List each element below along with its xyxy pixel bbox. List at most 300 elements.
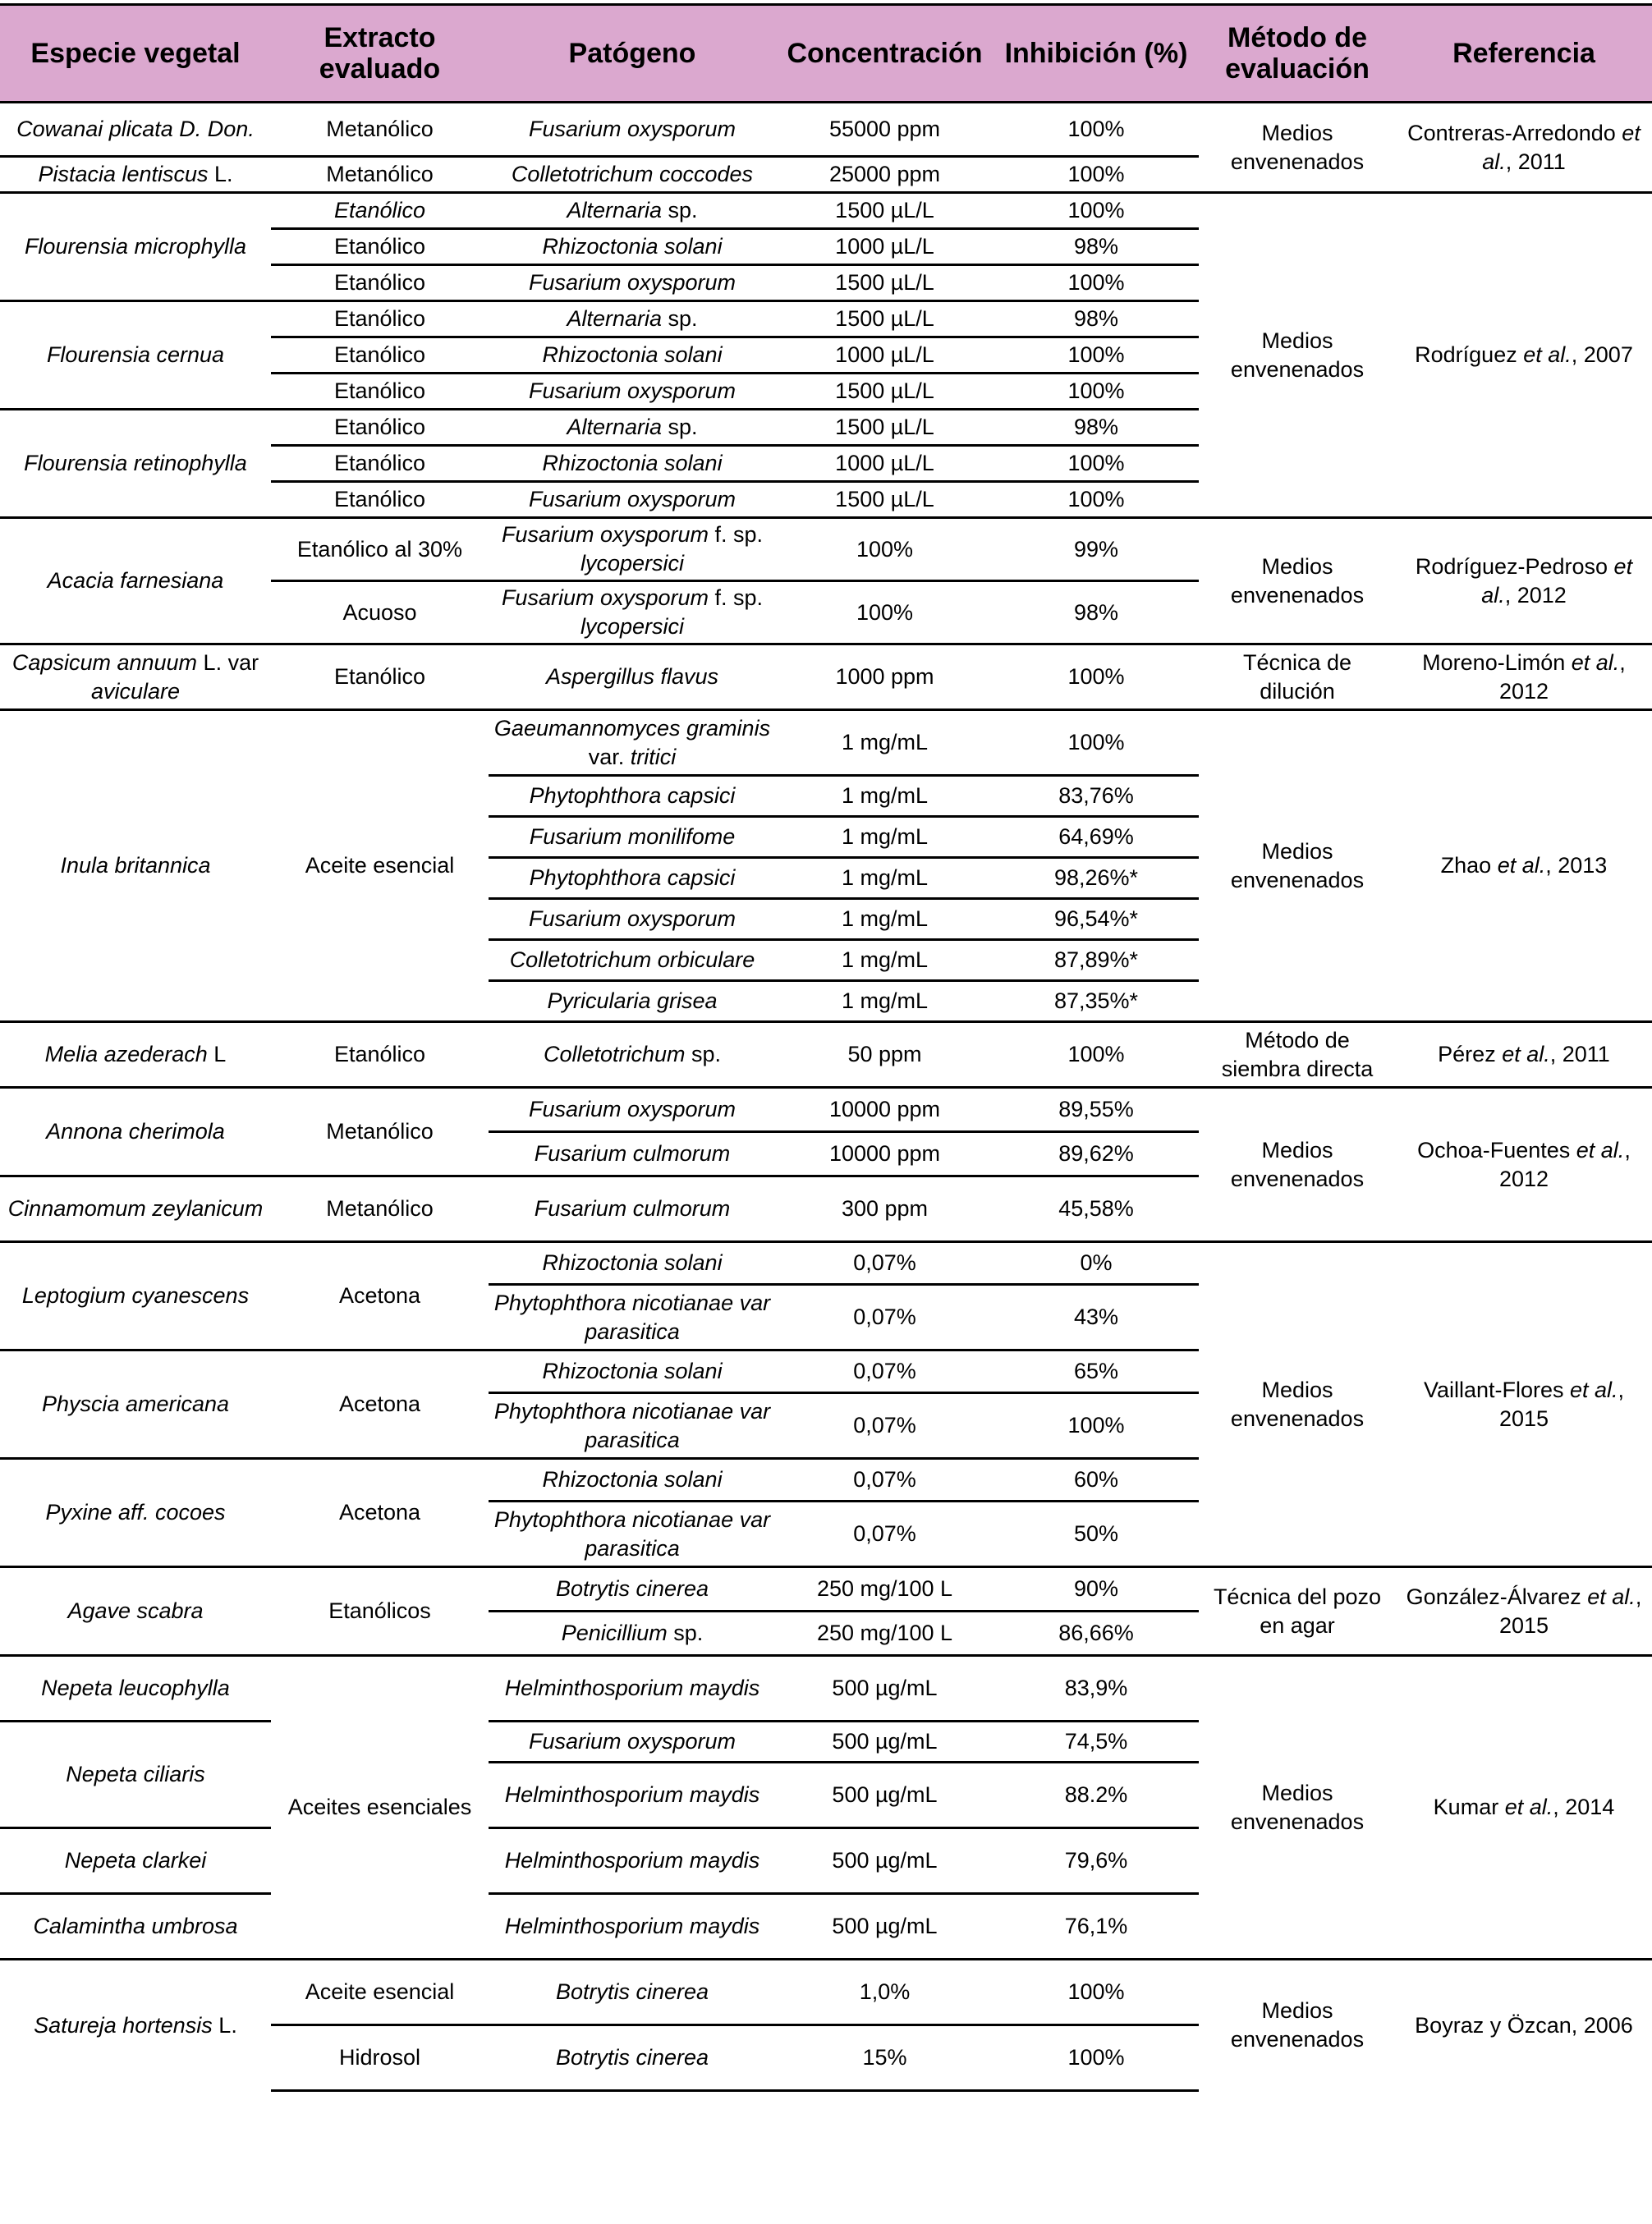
text-run: Rhizoctonia solani	[542, 234, 723, 259]
table-row	[0, 1088, 1652, 1132]
text-run: Contreras-Arredondo	[1407, 120, 1622, 145]
header-concentracion: Concentración	[776, 5, 993, 103]
cell-reference	[1396, 1656, 1652, 1960]
text-run: Nepeta clarkei	[64, 1848, 207, 1873]
cell-pathogen	[489, 644, 776, 710]
cell-concentration: 500 µg/mL	[776, 1722, 993, 1763]
text-run: Physcia americana	[41, 1392, 230, 1416]
text-run: Rhizoctonia solani	[542, 1359, 723, 1383]
cell-inhibition: 79,6%	[993, 1828, 1199, 1894]
text-run: f. sp.	[709, 522, 764, 547]
text-run: Calamintha umbrosa	[33, 1914, 238, 1938]
cell-concentration: 0,07%	[776, 1242, 993, 1285]
text-run: var.	[588, 744, 631, 769]
text-run: Capsicum annuum	[11, 649, 198, 675]
cell-concentration: 1500 µL/L	[776, 265, 993, 301]
text-run: tritici	[630, 744, 677, 769]
text-run: Acacia farnesiana	[47, 568, 224, 593]
cell-inhibition: 83,9%	[993, 1656, 1199, 1722]
cell-pathogen	[489, 301, 776, 337]
cell-extract: Etanólicos	[271, 1567, 489, 1656]
text-run: , 2012	[1498, 1137, 1631, 1191]
cell-extract: Etanólico	[271, 374, 489, 410]
cell-reference	[1396, 518, 1652, 644]
cell-method: Medios envenenados	[1199, 1656, 1396, 1960]
text-run: sp.	[662, 306, 698, 331]
text-run: Alternaria	[567, 415, 663, 439]
text-run: , 2013	[1545, 853, 1608, 878]
cell-inhibition: 98%	[993, 581, 1199, 644]
cell-concentration: 1 mg/mL	[776, 710, 993, 776]
cell-pathogen	[489, 1763, 776, 1828]
text-run: sp.	[662, 415, 698, 439]
text-run: sp.	[662, 198, 698, 222]
text-run: et al.	[1570, 1377, 1618, 1402]
cell-extract: Acetona	[271, 1350, 489, 1459]
cell-reference	[1396, 644, 1652, 710]
cell-concentration: 500 µg/mL	[776, 1656, 993, 1722]
text-run: Fusarium culmorum	[534, 1196, 731, 1221]
text-run: Fusarium oxysporum	[528, 487, 737, 511]
cell-concentration: 500 µg/mL	[776, 1894, 993, 1960]
cell-inhibition: 96,54%*	[993, 899, 1199, 940]
cell-inhibition: 100%	[993, 374, 1199, 410]
cell-concentration: 1500 µL/L	[776, 482, 993, 518]
cell-species	[0, 518, 271, 644]
cell-extract: Etanólico	[271, 410, 489, 446]
cell-extract: Etanólico	[271, 644, 489, 710]
text-run: Nepeta leucophylla	[41, 1676, 230, 1700]
text-run: lycopersici	[580, 614, 685, 639]
cell-extract: Aceite esencial	[271, 1960, 489, 2025]
text-run: Agave scabra	[67, 1598, 204, 1623]
cell-extract: Metanólico	[271, 103, 489, 157]
text-run: Botrytis cinerea	[555, 1979, 709, 2004]
text-run: Phytophthora capsici	[529, 783, 736, 808]
cell-concentration: 10000 ppm	[776, 1088, 993, 1132]
cell-concentration: 15%	[776, 2025, 993, 2091]
cell-concentration: 1000 ppm	[776, 644, 993, 710]
cell-inhibition: 100%	[993, 1393, 1199, 1459]
cell-concentration: 1500 µL/L	[776, 301, 993, 337]
cell-concentration: 1 mg/mL	[776, 858, 993, 899]
cell-method: Técnica del pozo en agar	[1199, 1567, 1396, 1656]
text-run: Rhizoctonia solani	[542, 451, 723, 475]
text-run: Fusarium oxysporum	[528, 1729, 737, 1754]
text-run: L. var	[197, 649, 259, 675]
cell-concentration: 1 mg/mL	[776, 940, 993, 981]
cell-extract: Acetona	[271, 1242, 489, 1350]
cell-method: Método de siembra directa	[1199, 1022, 1396, 1088]
cell-pathogen	[489, 1722, 776, 1763]
cell-species	[0, 1350, 271, 1459]
cell-inhibition: 90%	[993, 1567, 1199, 1612]
cell-inhibition: 100%	[993, 2025, 1199, 2091]
text-run: Fusarium culmorum	[534, 1141, 731, 1166]
cell-pathogen	[489, 940, 776, 981]
text-run: Fusarium monilifome	[529, 824, 736, 849]
cell-inhibition: 100%	[993, 193, 1199, 229]
text-run: Rodríguez	[1415, 342, 1524, 367]
text-run: Satureja hortensis	[34, 2012, 213, 2038]
text-run: Colletotrichum	[543, 1042, 686, 1066]
cell-pathogen	[489, 193, 776, 229]
cell-concentration: 1,0%	[776, 1960, 993, 2025]
text-run: Kumar	[1433, 1795, 1505, 1819]
cell-concentration: 55000 ppm	[776, 103, 993, 157]
cell-extract: Etanólico	[271, 301, 489, 337]
text-run: L	[207, 1042, 227, 1066]
cell-species	[0, 1022, 271, 1088]
cell-pathogen	[489, 1393, 776, 1459]
cell-pathogen	[489, 337, 776, 374]
cell-concentration: 100%	[776, 581, 993, 644]
cell-pathogen	[489, 265, 776, 301]
cell-inhibition: 98%	[993, 229, 1199, 265]
text-run: Flourensia cernua	[46, 342, 225, 367]
cell-concentration: 0,07%	[776, 1285, 993, 1350]
cell-pathogen	[489, 157, 776, 193]
cell-concentration: 1 mg/mL	[776, 776, 993, 817]
cell-inhibition: 100%	[993, 1960, 1199, 2025]
header-patogeno: Patógeno	[489, 5, 776, 103]
cell-concentration: 100%	[776, 518, 993, 581]
header-referencia: Referencia	[1396, 5, 1652, 103]
text-run: , 2011	[1505, 149, 1566, 174]
cell-inhibition: 99%	[993, 518, 1199, 581]
text-run: lycopersici	[580, 551, 685, 575]
cell-extract: Metanólico	[271, 1176, 489, 1242]
text-run: f. sp.	[709, 585, 764, 610]
text-run: Annona cherimola	[46, 1119, 225, 1144]
cell-inhibition: 64,69%	[993, 817, 1199, 858]
cell-concentration: 10000 ppm	[776, 1132, 993, 1176]
cell-method: Técnica de dilución	[1199, 644, 1396, 710]
cell-pathogen	[489, 518, 776, 581]
table-row	[0, 518, 1652, 581]
cell-concentration: 1000 µL/L	[776, 337, 993, 374]
cell-extract: Etanólico	[271, 229, 489, 265]
cell-inhibition: 100%	[993, 482, 1199, 518]
text-run: Phytophthora nicotianae var parasitica	[493, 1398, 771, 1452]
cell-species	[0, 1242, 271, 1350]
cell-pathogen	[489, 1350, 776, 1393]
cell-inhibition: 100%	[993, 337, 1199, 374]
header-row	[0, 5, 1652, 103]
cell-concentration: 25000 ppm	[776, 157, 993, 193]
cell-species	[0, 1722, 271, 1828]
text-run: Phytophthora nicotianae var parasitica	[493, 1506, 771, 1561]
text-run: Fusarium oxysporum	[528, 378, 737, 403]
cell-pathogen	[489, 103, 776, 157]
cell-pathogen	[489, 1828, 776, 1894]
table-row	[0, 644, 1652, 710]
text-run: Rhizoctonia solani	[542, 1467, 723, 1492]
cell-inhibition: 89,62%	[993, 1132, 1199, 1176]
cell-inhibition: 100%	[993, 446, 1199, 482]
cell-species	[0, 193, 271, 301]
cell-concentration: 1000 µL/L	[776, 446, 993, 482]
cell-inhibition: 89,55%	[993, 1088, 1199, 1132]
cell-species	[0, 157, 271, 193]
cell-method: Medios envenenados	[1199, 1960, 1396, 2091]
table-row	[0, 103, 1652, 157]
table-row	[0, 1567, 1652, 1612]
cell-inhibition: 50%	[993, 1502, 1199, 1567]
text-run: Helminthosporium maydis	[504, 1914, 760, 1938]
text-run: Vaillant-Flores	[1423, 1377, 1570, 1402]
cell-reference	[1396, 1022, 1652, 1088]
cell-concentration: 300 ppm	[776, 1176, 993, 1242]
text-run: et al.	[1576, 1137, 1625, 1162]
cell-inhibition: 43%	[993, 1285, 1199, 1350]
cell-species	[0, 1894, 271, 1960]
text-run: Rodríguez-Pedroso	[1415, 553, 1614, 579]
table-row	[0, 1242, 1652, 1285]
cell-pathogen	[489, 1242, 776, 1285]
cell-concentration: 1500 µL/L	[776, 193, 993, 229]
cell-extract: Etanólico	[271, 265, 489, 301]
text-run: , 2012	[1504, 582, 1567, 608]
text-run: Fusarium oxysporum	[528, 117, 737, 141]
cell-pathogen	[489, 229, 776, 265]
text-run: Penicillium	[561, 1621, 668, 1645]
cell-reference	[1396, 1960, 1652, 2091]
cell-species	[0, 410, 271, 518]
cell-inhibition: 98,26%*	[993, 858, 1199, 899]
header-inhibicion: Inhibición (%)	[993, 5, 1199, 103]
cell-species	[0, 301, 271, 410]
cell-concentration: 0,07%	[776, 1350, 993, 1393]
cell-method: Medios envenenados	[1199, 103, 1396, 193]
cell-concentration: 0,07%	[776, 1393, 993, 1459]
cell-extract: Acuoso	[271, 581, 489, 644]
text-run: Cinnamomum zeylanicum	[7, 1196, 264, 1221]
text-run: González-Álvarez	[1406, 1584, 1588, 1609]
cell-pathogen	[489, 1285, 776, 1350]
cell-pathogen	[489, 374, 776, 410]
cell-extract: Etanólico	[271, 1022, 489, 1088]
cell-pathogen	[489, 981, 776, 1022]
cell-method: Medios envenenados	[1199, 518, 1396, 644]
cell-reference	[1396, 193, 1652, 518]
cell-concentration: 0,07%	[776, 1459, 993, 1502]
text-run: sp.	[667, 1621, 704, 1645]
cell-extract: Hidrosol	[271, 2025, 489, 2091]
cell-species	[0, 644, 271, 710]
table-row	[0, 1656, 1652, 1722]
cell-pathogen	[489, 1088, 776, 1132]
cell-extract: Etanólico	[271, 337, 489, 374]
text-run: Botrytis cinerea	[555, 1576, 709, 1601]
text-run: Boyraz y Özcan, 2006	[1415, 2012, 1633, 2038]
table-row	[0, 193, 1652, 229]
cell-concentration: 1500 µL/L	[776, 410, 993, 446]
cell-inhibition: 83,76%	[993, 776, 1199, 817]
cell-inhibition: 76,1%	[993, 1894, 1199, 1960]
cell-concentration: 1 mg/mL	[776, 981, 993, 1022]
cell-reference	[1396, 1567, 1652, 1656]
text-run: , 2015	[1498, 1377, 1625, 1431]
text-run: Ochoa-Fuentes	[1417, 1137, 1576, 1162]
text-run: Gaeumannomyces graminis	[493, 715, 771, 741]
text-run: , 2007	[1571, 342, 1633, 367]
text-run: Helminthosporium maydis	[504, 1782, 760, 1807]
cell-species	[0, 1960, 271, 2091]
text-run: , 2014	[1553, 1795, 1615, 1819]
cell-inhibition: 74,5%	[993, 1722, 1199, 1763]
text-run: aviculare	[90, 678, 181, 704]
text-run: Phytophthora nicotianae var parasitica	[493, 1290, 771, 1344]
header-metodo-evaluacion: Método de evaluación	[1199, 5, 1396, 103]
cell-method: Medios envenenados	[1199, 710, 1396, 1022]
table-row	[0, 710, 1652, 776]
cell-reference	[1396, 103, 1652, 193]
text-run: Inula britannica	[60, 853, 211, 878]
cell-pathogen	[489, 2025, 776, 2091]
text-run: Fusarium oxysporum	[501, 585, 709, 610]
text-run: et al.	[1502, 1042, 1550, 1066]
cell-method: Medios envenenados	[1199, 193, 1396, 518]
cell-inhibition: 87,35%*	[993, 981, 1199, 1022]
text-run: Fusarium oxysporum	[528, 906, 737, 931]
cell-extract: Metanólico	[271, 1088, 489, 1176]
cell-reference	[1396, 710, 1652, 1022]
cell-pathogen	[489, 581, 776, 644]
cell-species	[0, 1459, 271, 1567]
cell-extract: Etanólico	[271, 446, 489, 482]
cell-inhibition: 0%	[993, 1242, 1199, 1285]
cell-extract: Metanólico	[271, 157, 489, 193]
text-run: L.	[212, 2012, 237, 2038]
cell-concentration: 50 ppm	[776, 1022, 993, 1088]
cell-concentration: 0,07%	[776, 1502, 993, 1567]
cell-species	[0, 1828, 271, 1894]
text-run: Helminthosporium maydis	[504, 1676, 760, 1700]
cell-pathogen	[489, 1176, 776, 1242]
cell-pathogen	[489, 899, 776, 940]
text-run: Helminthosporium maydis	[504, 1848, 760, 1873]
text-run: et al.	[1482, 120, 1641, 174]
cell-pathogen	[489, 482, 776, 518]
header-especie-vegetal: Especie vegetal	[0, 5, 271, 103]
text-run: Flourensia retinophylla	[24, 451, 247, 475]
text-run: Phytophthora capsici	[529, 865, 736, 890]
header-extracto-evaluado: Extracto evaluado	[271, 5, 489, 103]
text-run: Fusarium oxysporum	[501, 522, 709, 547]
cell-inhibition: 100%	[993, 157, 1199, 193]
cell-concentration: 1 mg/mL	[776, 817, 993, 858]
cell-species	[0, 710, 271, 1022]
text-run: Colletotrichum orbiculare	[509, 947, 755, 972]
cell-inhibition: 98%	[993, 301, 1199, 337]
table-body	[0, 103, 1652, 2091]
text-run: et al.	[1523, 342, 1572, 367]
text-run: Rhizoctonia solani	[542, 1250, 723, 1275]
cell-species	[0, 1567, 271, 1656]
text-run: Colletotrichum coccodes	[511, 162, 754, 186]
cell-concentration: 500 µg/mL	[776, 1763, 993, 1828]
cell-concentration: 1000 µL/L	[776, 229, 993, 265]
text-run: Aspergillus flavus	[545, 664, 719, 689]
text-run: Zhao	[1440, 853, 1498, 878]
cell-pathogen	[489, 817, 776, 858]
cell-inhibition: 100%	[993, 1022, 1199, 1088]
text-run: L.	[208, 162, 233, 186]
cell-inhibition: 86,66%	[993, 1612, 1199, 1656]
cell-pathogen	[489, 1132, 776, 1176]
cell-inhibition: 100%	[993, 103, 1199, 157]
text-run: , 2012	[1498, 649, 1626, 704]
cell-pathogen	[489, 776, 776, 817]
text-run: Pistacia lentiscus	[38, 162, 209, 186]
text-run: Alternaria	[567, 198, 663, 222]
cell-inhibition: 60%	[993, 1459, 1199, 1502]
cell-pathogen	[489, 1894, 776, 1960]
text-run: Botrytis cinerea	[555, 2045, 709, 2070]
cell-reference	[1396, 1088, 1652, 1242]
cell-extract: Etanólico	[271, 482, 489, 518]
cell-extract: Acetona	[271, 1459, 489, 1567]
text-run: Alternaria	[567, 306, 663, 331]
cell-extract: Aceites esenciales	[271, 1656, 489, 1960]
table-row	[0, 1022, 1652, 1088]
cell-concentration: 1 mg/mL	[776, 899, 993, 940]
cell-extract: Etanólico	[271, 193, 489, 229]
cell-pathogen	[489, 1022, 776, 1088]
cell-reference	[1396, 1242, 1652, 1567]
text-run: et al.	[1504, 1795, 1553, 1819]
cell-concentration: 250 mg/100 L	[776, 1567, 993, 1612]
text-run: sp.	[685, 1042, 722, 1066]
text-run: et al.	[1497, 853, 1546, 878]
cell-inhibition: 88.2%	[993, 1763, 1199, 1828]
cell-inhibition: 100%	[993, 265, 1199, 301]
cell-concentration: 250 mg/100 L	[776, 1612, 993, 1656]
text-run: , 2015	[1498, 1584, 1642, 1638]
cell-extract: Aceite esencial	[271, 710, 489, 1022]
text-run: Pérez	[1438, 1042, 1503, 1066]
antifungal-extracts-table	[0, 3, 1652, 2092]
cell-pathogen	[489, 410, 776, 446]
cell-pathogen	[489, 446, 776, 482]
text-run: Leptogium cyanescens	[21, 1283, 250, 1308]
cell-pathogen	[489, 1960, 776, 2025]
text-run: Pyxine aff. cocoes	[45, 1500, 226, 1525]
text-run: et al.	[1571, 649, 1620, 675]
text-run: Cowanai plicata D. Don.	[16, 117, 255, 141]
cell-species	[0, 103, 271, 157]
text-run: Flourensia microphylla	[24, 234, 247, 259]
cell-pathogen	[489, 710, 776, 776]
text-run: Nepeta ciliaris	[66, 1762, 205, 1786]
text-run: Moreno-Limón	[1422, 649, 1572, 675]
cell-pathogen	[489, 858, 776, 899]
cell-concentration: 1500 µL/L	[776, 374, 993, 410]
cell-pathogen	[489, 1459, 776, 1502]
cell-inhibition: 45,58%	[993, 1176, 1199, 1242]
cell-inhibition: 65%	[993, 1350, 1199, 1393]
cell-method: Medios envenenados	[1199, 1242, 1396, 1567]
table-row	[0, 1960, 1652, 2025]
cell-pathogen	[489, 1567, 776, 1612]
text-run: , 2011	[1549, 1042, 1610, 1066]
text-run: Rhizoctonia solani	[542, 342, 723, 367]
cell-pathogen	[489, 1502, 776, 1567]
cell-inhibition: 98%	[993, 410, 1199, 446]
cell-extract: Etanólico al 30%	[271, 518, 489, 581]
text-run: et al.	[1587, 1584, 1636, 1609]
